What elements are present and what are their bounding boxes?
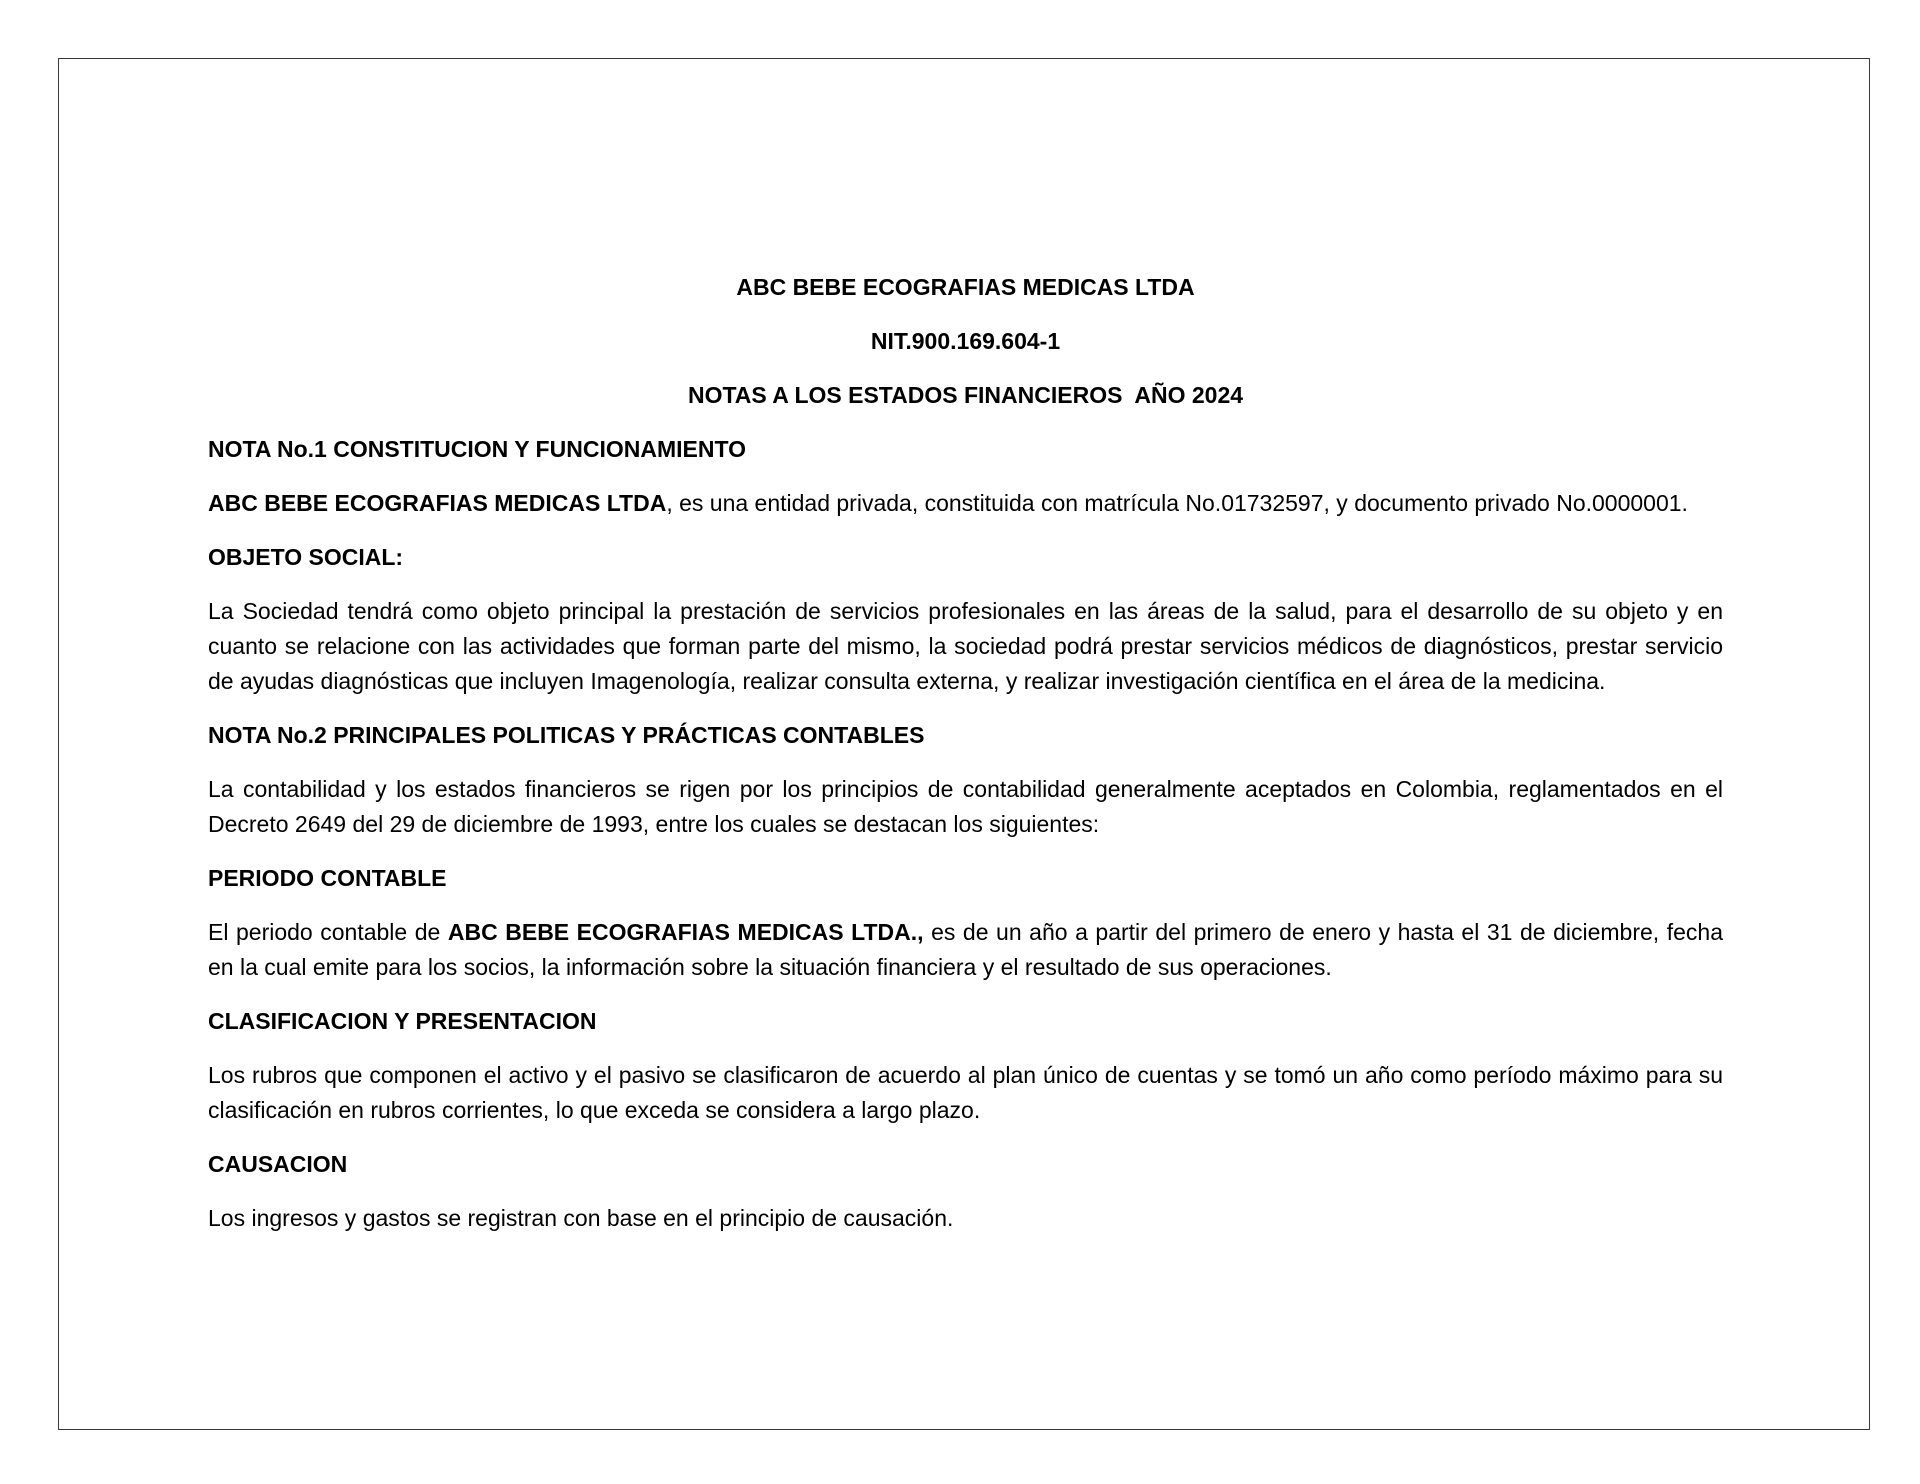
nota1-company-name: ABC BEBE ECOGRAFIAS MEDICAS LTDA [208, 490, 667, 516]
clasificacion-paragraph: Los rubros que componen el activo y el pasivo se clasificaron de acuerdo al plan único de cuentas y se tomó un año como período máximo para su clasificación en rubros corrientes, lo que exceda se considera a largo plazo. [208, 1062, 1723, 1123]
company-title: ABC BEBE ECOGRAFIAS MEDICAS LTDA [736, 274, 1195, 300]
nota2-heading: NOTA No.2 PRINCIPALES POLITICAS Y PRÁCTICAS CONTABLES [208, 722, 925, 748]
periodo-text-before: El periodo contable de [208, 919, 448, 945]
periodo-company-name: ABC BEBE ECOGRAFIAS MEDICAS LTDA., [447, 919, 924, 945]
periodo-contable-heading: PERIODO CONTABLE [208, 865, 447, 891]
causacion-heading: CAUSACION [208, 1151, 348, 1177]
objeto-social-heading: OBJETO SOCIAL: [208, 544, 404, 570]
nota1-text: , es una entidad privada, constituida con matrícula No.01732597, y documento privado No.0000001. [666, 490, 1688, 516]
periodo-contable-paragraph [208, 915, 1723, 985]
document-title: NOTAS A LOS ESTADOS FINANCIEROS AÑO 2024 [687, 382, 1244, 408]
nota1-heading: NOTA No.1 CONSTITUCION Y FUNCIONAMIENTO [208, 436, 746, 462]
document-body [208, 270, 1723, 1255]
causacion-paragraph: Los ingresos y gastos se registran con base en el principio de causación. [208, 1205, 954, 1231]
objeto-social-paragraph: La Sociedad tendrá como objeto principal la prestación de servicios profesionales en las áreas de la salud, para el desarrollo de su objeto y en cuanto se relacione con las actividades que forman parte del mismo, la sociedad podrá prestar servicios médicos de diagnósticos, prestar servicio de ayudas diagnósticas que incluyen Imagenología, realizar consulta externa, y realizar investigación científica en el área de la medicina. [208, 598, 1723, 694]
periodo-text-after: es de un año a partir del primero de enero y hasta el 31 de diciembre, fecha en la cual emite para los socios, la información sobre la situación financiera y el resultado de sus operaciones. [208, 919, 1723, 980]
clasificacion-heading: CLASIFICACION Y PRESENTACION [208, 1008, 597, 1034]
nit-number: NIT.900.169.604-1 [870, 328, 1061, 354]
nota1-paragraph [208, 486, 1723, 521]
nota2-paragraph: La contabilidad y los estados financieros se rigen por los principios de contabilidad generalmente aceptados en Colombia, reglamentados en el Decreto 2649 del 29 de diciembre de 1993, entre los cuales se destacan los siguientes: [208, 776, 1723, 837]
